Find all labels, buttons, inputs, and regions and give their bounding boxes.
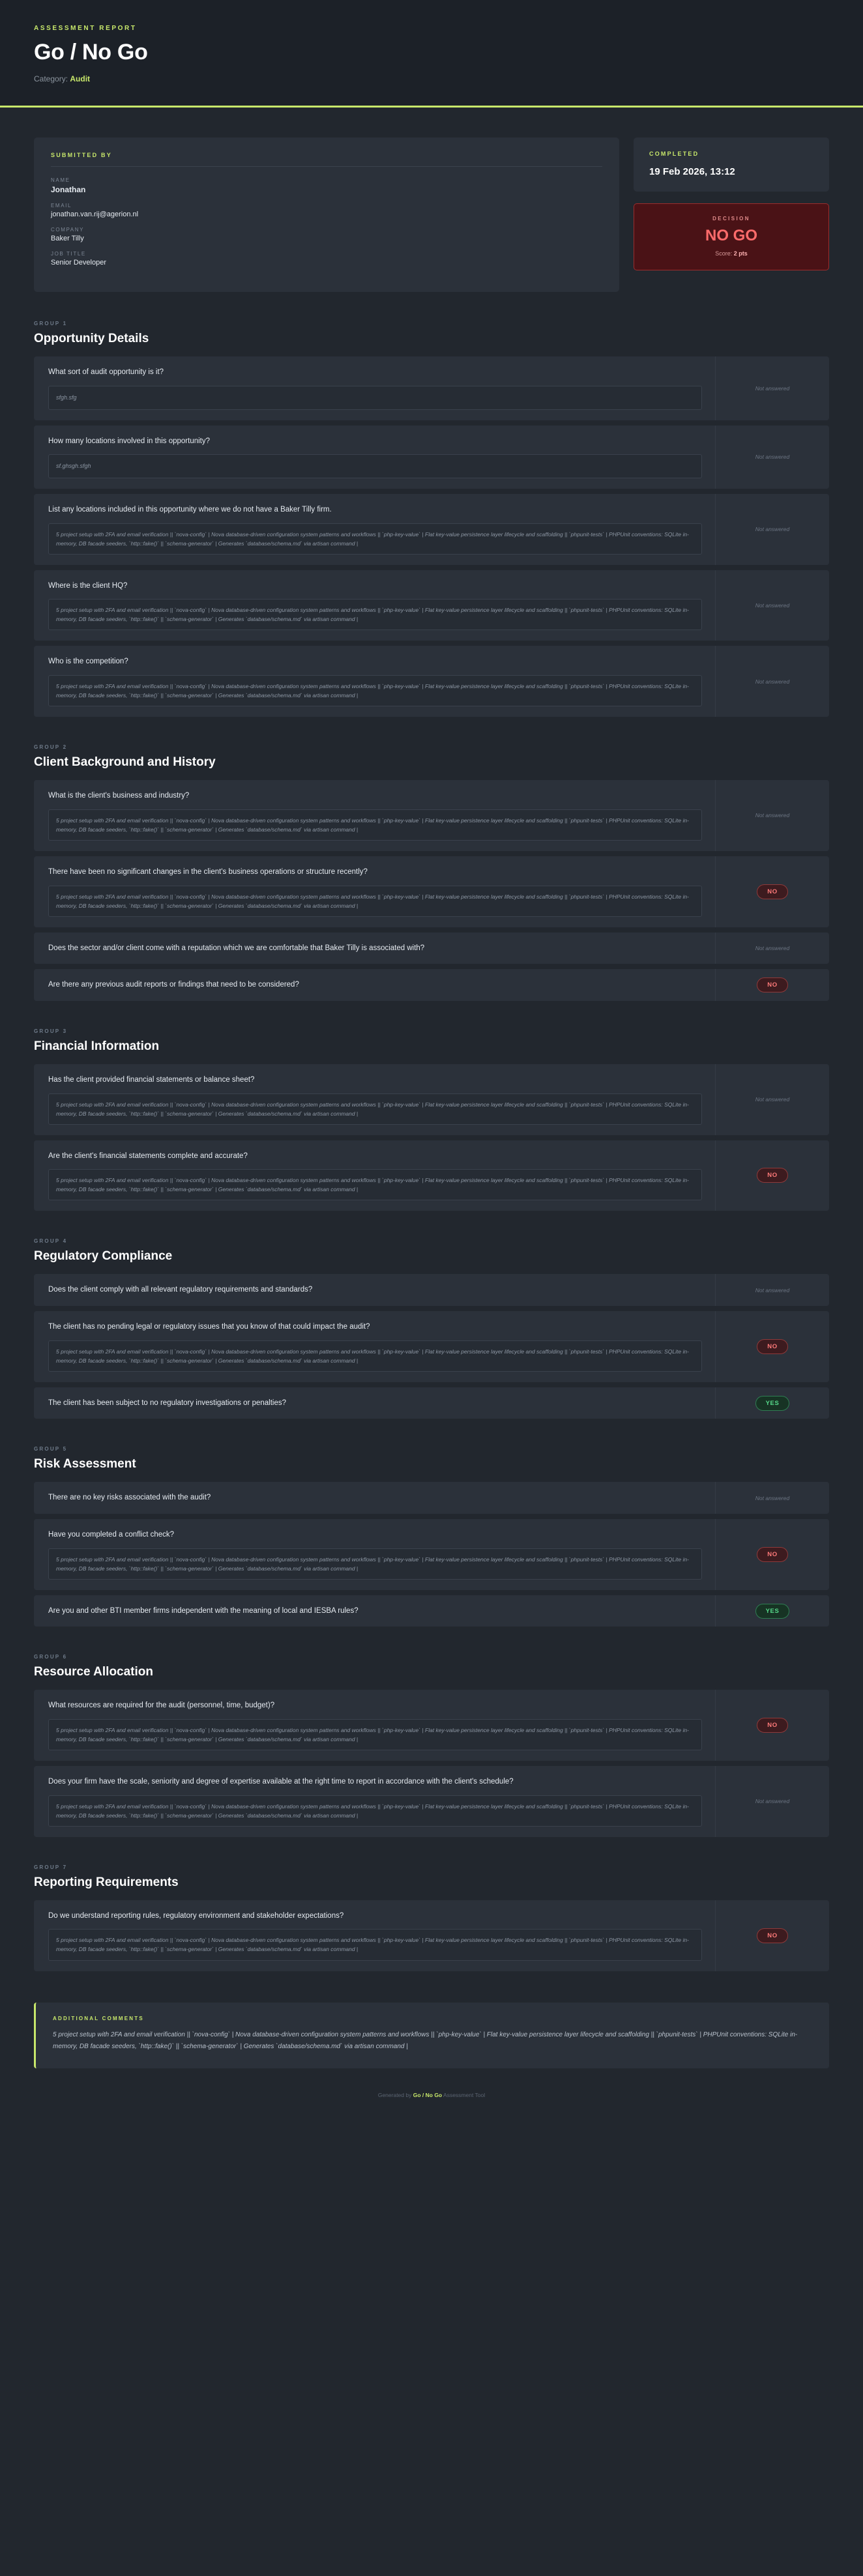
not-answered-label: Not answered	[755, 454, 790, 461]
report-footer	[0, 2068, 863, 2120]
question-body	[34, 356, 715, 420]
group-title: Regulatory Compliance	[34, 1249, 173, 1264]
question-card	[34, 1519, 829, 1590]
status-badge: NO	[757, 1718, 787, 1733]
question-body	[34, 933, 715, 964]
question-card	[34, 1311, 829, 1382]
field-label: NAME	[51, 177, 70, 183]
question-text: What is the client's business and industry?	[48, 792, 190, 800]
question-body	[34, 780, 715, 851]
question-card	[34, 969, 829, 1001]
not-answered-label: Not answered	[755, 1286, 790, 1294]
answer-status-cell	[715, 1274, 829, 1306]
question-text: What sort of audit opportunity is it?	[48, 368, 164, 376]
group-title: Risk Assessment	[34, 1457, 136, 1471]
not-answered-label: Not answered	[755, 602, 790, 609]
question-text: Have you completed a conflict check?	[48, 1531, 175, 1539]
answer-text: 5 project setup with 2FA and email verification || `nova-config` | Nova database-driven configuration system patterns and workflows || `php-key-value` | Flat key-value persistence layer lifecycle and scaffolding || `phpunit-tests` | PHPUnit conventions: SQLite in-memory, DB facade seeders, `http::fake()` || `schema-generator` | Generates `database/schema.md` via artisan command |	[48, 599, 702, 630]
question-text: There are no key risks associated with the audit?	[48, 1494, 211, 1502]
question-group	[0, 1424, 863, 1627]
question-text: Does the client comply with all relevant regulatory requirements and standards?	[48, 1286, 313, 1294]
question-text: The client has no pending legal or regulatory issues that you know of that could impact the audit?	[48, 1322, 370, 1331]
question-card	[34, 1690, 829, 1761]
answer-status-cell	[715, 856, 829, 927]
question-text: Are you and other BTI member firms independent with the meaning of local and IESBA rules?	[48, 1606, 358, 1615]
field-email	[51, 203, 602, 218]
answer-text: 5 project setup with 2FA and email verification || `nova-config` | Nova database-driven configuration system patterns and workflows || `php-key-value` | Flat key-value persistence layer lifecycle and scaffolding || `phpunit-tests` | PHPUnit conventions: SQLite in-memory, DB facade seeders, `http::fake()` || `schema-generator` | Generates `database/schema.md` via artisan command |	[48, 1929, 702, 1960]
status-badge: NO	[757, 1168, 787, 1183]
field-name	[51, 177, 602, 194]
question-body	[34, 1482, 715, 1514]
question-text: How many locations involved in this opportunity?	[48, 437, 211, 445]
question-card	[34, 494, 829, 565]
question-body	[34, 426, 715, 489]
status-badge: NO	[757, 1928, 787, 1943]
answer-status-cell	[715, 933, 829, 964]
answer-text: 5 project setup with 2FA and email verification || `nova-config` | Nova database-driven configuration system patterns and workflows || `php-key-value` | Flat key-value persistence layer lifecycle and scaffolding || `phpunit-tests` | PHPUnit conventions: SQLite in-memory, DB facade seeders, `http::fake()` || `schema-generator` | Generates `database/schema.md` via artisan command |	[48, 675, 702, 706]
question-card	[34, 933, 829, 964]
answer-status-cell	[715, 426, 829, 489]
report-header	[0, 0, 863, 108]
status-badge: NO	[757, 1339, 787, 1354]
answer-text: 5 project setup with 2FA and email verification || `nova-config` | Nova database-driven configuration system patterns and workflows || `php-key-value` | Flat key-value persistence layer lifecycle and scaffolding || `phpunit-tests` | PHPUnit conventions: SQLite in-memory, DB facade seeders, `http::fake()` || `schema-generator` | Generates `database/schema.md` via artisan command |	[48, 1340, 702, 1372]
answer-status-cell	[715, 780, 829, 851]
status-badge: YES	[755, 1396, 790, 1411]
answer-status-cell	[715, 969, 829, 1001]
group-eyebrow: GROUP 6	[34, 1654, 68, 1660]
question-text: Has the client provided financial statements or balance sheet?	[48, 1075, 255, 1084]
group-eyebrow: GROUP 1	[34, 321, 68, 326]
group-eyebrow: GROUP 2	[34, 744, 68, 751]
question-group	[0, 1842, 863, 1971]
meta-right-column	[634, 137, 829, 270]
answer-status-cell	[715, 1482, 829, 1514]
category-value: Audit	[70, 74, 91, 83]
question-body	[34, 856, 715, 927]
question-card	[34, 1482, 829, 1514]
comments-card	[34, 2003, 829, 2068]
question-body	[34, 1064, 715, 1135]
not-answered-label: Not answered	[755, 944, 790, 951]
field-job-title	[51, 251, 602, 267]
question-text: Where is the client HQ?	[48, 581, 128, 590]
question-group	[0, 722, 863, 1001]
question-text: What resources are required for the audit (personnel, time, budget)?	[48, 1701, 275, 1710]
decision-card	[634, 203, 829, 270]
group-title: Opportunity Details	[34, 332, 149, 345]
answer-status-cell	[715, 570, 829, 641]
question-text: There have been no significant changes in the client's business operations or structure recently?	[48, 867, 368, 876]
footer-brand: Go / No Go	[413, 2091, 443, 2098]
field-label: JOB TITLE	[51, 251, 86, 257]
answer-text: 5 project setup with 2FA and email verification || `nova-config` | Nova database-driven configuration system patterns and workflows || `php-key-value` | Flat key-value persistence layer lifecycle and scaffolding || `phpunit-tests` | PHPUnit conventions: SQLite in-memory, DB facade seeders, `http::fake()` || `schema-generator` | Generates `database/schema.md` via artisan command |	[48, 809, 702, 841]
submitted-by-card	[34, 137, 619, 292]
answer-text: 5 project setup with 2FA and email verification || `nova-config` | Nova database-driven configuration system patterns and workflows || `php-key-value` | Flat key-value persistence layer lifecycle and scaffolding || `phpunit-tests` | PHPUnit conventions: SQLite in-memory, DB facade seeders, `http::fake()` || `schema-generator` | Generates `database/schema.md` via artisan command |	[48, 1795, 702, 1827]
question-card	[34, 1595, 829, 1627]
field-value: Senior Developer	[51, 259, 106, 267]
question-text: Do we understand reporting rules, regulatory environment and stakeholder expectations?	[48, 1911, 344, 1920]
question-body	[34, 1311, 715, 1382]
answer-status-cell	[715, 646, 829, 717]
question-card	[34, 780, 829, 851]
decision-label: DECISION	[712, 216, 750, 222]
footer-prefix: Generated by	[377, 2091, 412, 2098]
answer-status-cell	[715, 1519, 829, 1590]
question-card	[34, 426, 829, 489]
answer-text: sf.ghsgh.sfgh	[48, 454, 702, 478]
question-text: The client has been subject to no regulatory investigations or penalties?	[48, 1398, 287, 1407]
answer-text: 5 project setup with 2FA and email verification || `nova-config` | Nova database-driven configuration system patterns and workflows || `php-key-value` | Flat key-value persistence layer lifecycle and scaffolding || `phpunit-tests` | PHPUnit conventions: SQLite in-memory, DB facade seeders, `http::fake()` || `schema-generator` | Generates `database/schema.md` via artisan command |	[48, 523, 702, 555]
footer-suffix: Assessment Tool	[443, 2091, 486, 2098]
question-body	[34, 1690, 715, 1761]
question-group	[0, 298, 863, 717]
question-card	[34, 1064, 829, 1135]
completed-title: COMPLETED	[649, 151, 699, 157]
page-title: Go / No Go	[34, 40, 148, 65]
question-card	[34, 646, 829, 717]
question-body	[34, 494, 715, 565]
category-label: Category:	[34, 74, 68, 83]
question-text: List any locations included in this opportunity where we do not have a Baker Tilly firm.	[48, 506, 332, 514]
question-text: Who is the competition?	[48, 658, 128, 666]
group-eyebrow: GROUP 4	[34, 1238, 68, 1245]
question-group	[0, 1006, 863, 1211]
category-line	[34, 74, 829, 83]
answer-status-cell	[715, 1766, 829, 1837]
decision-score	[647, 250, 815, 257]
question-body	[34, 570, 715, 641]
question-body	[34, 1140, 715, 1211]
field-company	[51, 227, 602, 242]
submitted-by-title: SUBMITTED BY	[51, 152, 602, 167]
question-body	[34, 1274, 715, 1306]
question-card	[34, 1274, 829, 1306]
question-card	[34, 1766, 829, 1837]
answer-text: sfgh.sfg	[48, 386, 702, 410]
question-text: Does the sector and/or client come with a reputation which we are comfortable that Baker Tilly is associated with?	[48, 944, 425, 952]
field-value: jonathan.van.rij@agerion.nl	[51, 210, 139, 218]
status-badge: NO	[757, 884, 787, 899]
group-title: Reporting Requirements	[34, 1875, 179, 1889]
answer-status-cell	[715, 1595, 829, 1627]
not-answered-label: Not answered	[755, 1798, 790, 1805]
comments-title: ADDITIONAL COMMENTS	[53, 2015, 144, 2021]
answer-text: 5 project setup with 2FA and email verification || `nova-config` | Nova database-driven configuration system patterns and workflows || `php-key-value` | Flat key-value persistence layer lifecycle and scaffolding || `phpunit-tests` | PHPUnit conventions: SQLite in-memory, DB facade seeders, `http::fake()` || `schema-generator` | Generates `database/schema.md` via artisan command |	[48, 1548, 702, 1580]
answer-status-cell	[715, 356, 829, 420]
question-card	[34, 1900, 829, 1971]
group-title: Client Background and History	[34, 755, 216, 770]
answer-text: 5 project setup with 2FA and email verification || `nova-config` | Nova database-driven configuration system patterns and workflows || `php-key-value` | Flat key-value persistence layer lifecycle and scaffolding || `phpunit-tests` | PHPUnit conventions: SQLite in-memory, DB facade seeders, `http::fake()` || `schema-generator` | Generates `database/schema.md` via artisan command |	[48, 886, 702, 917]
not-answered-label: Not answered	[755, 384, 790, 392]
not-answered-label: Not answered	[755, 678, 790, 685]
question-body	[34, 1595, 715, 1627]
answer-status-cell	[715, 1690, 829, 1761]
question-body	[34, 646, 715, 717]
question-text: Does your firm have the scale, seniority and degree of expertise available at the right time to report in accordance with the client's schedule?	[48, 1778, 514, 1786]
question-body	[34, 1900, 715, 1971]
question-body	[34, 1766, 715, 1837]
question-text: Are the client's financial statements complete and accurate?	[48, 1151, 248, 1160]
group-title: Resource Allocation	[34, 1665, 154, 1679]
score-label: Score:	[715, 250, 733, 257]
comments-section	[0, 1976, 863, 2068]
question-body	[34, 1387, 715, 1419]
meta-band	[0, 108, 863, 298]
question-body	[34, 1519, 715, 1590]
answer-status-cell	[715, 1064, 829, 1135]
answer-status-cell	[715, 1387, 829, 1419]
field-value: Jonathan	[51, 185, 86, 194]
answer-status-cell	[715, 1900, 829, 1971]
groups-container	[0, 298, 863, 1971]
status-badge: NO	[757, 977, 787, 992]
question-card	[34, 356, 829, 420]
group-eyebrow: GROUP 7	[34, 1864, 68, 1870]
score-value: 2 pts	[733, 250, 748, 257]
question-text: Are there any previous audit reports or findings that need to be considered?	[48, 981, 299, 989]
answer-status-cell	[715, 1311, 829, 1382]
completed-date: 19 Feb 2026, 13:12	[649, 166, 735, 177]
answer-text: 5 project setup with 2FA and email verification || `nova-config` | Nova database-driven configuration system patterns and workflows || `php-key-value` | Flat key-value persistence layer lifecycle and scaffolding || `phpunit-tests` | PHPUnit conventions: SQLite in-memory, DB facade seeders, `http::fake()` || `schema-generator` | Generates `database/schema.md` via artisan command |	[48, 1093, 702, 1125]
answer-text: 5 project setup with 2FA and email verification || `nova-config` | Nova database-driven configuration system patterns and workflows || `php-key-value` | Flat key-value persistence layer lifecycle and scaffolding || `phpunit-tests` | PHPUnit conventions: SQLite in-memory, DB facade seeders, `http::fake()` || `schema-generator` | Generates `database/schema.md` via artisan command |	[48, 1719, 702, 1750]
status-badge: YES	[755, 1604, 790, 1619]
not-answered-label: Not answered	[755, 526, 790, 533]
question-group	[0, 1216, 863, 1419]
field-label: COMPANY	[51, 227, 85, 233]
group-eyebrow: GROUP 5	[34, 1446, 68, 1453]
answer-text: 5 project setup with 2FA and email verification || `nova-config` | Nova database-driven configuration system patterns and workflows || `php-key-value` | Flat key-value persistence layer lifecycle and scaffolding || `phpunit-tests` | PHPUnit conventions: SQLite in-memory, DB facade seeders, `http::fake()` || `schema-generator` | Generates `database/schema.md` via artisan command |	[48, 1169, 702, 1200]
answer-status-cell	[715, 494, 829, 565]
question-card	[34, 1140, 829, 1211]
question-group	[0, 1632, 863, 1836]
decision-value: NO GO	[705, 227, 757, 244]
not-answered-label: Not answered	[755, 1494, 790, 1501]
field-label: EMAIL	[51, 203, 72, 209]
completed-card	[634, 137, 829, 192]
group-title: Financial Information	[34, 1039, 160, 1053]
comments-text: 5 project setup with 2FA and email verification || `nova-config` | Nova database-driven configuration system patterns and workflows || `php-key-value` | Flat key-value persistence layer lifecycle and scaffolding || `phpunit-tests` | PHPUnit conventions: SQLite in-memory, DB facade seeders, `http::fake()` || `schema-generator` | Generates `database/schema.md` via artisan command |	[53, 2031, 798, 2050]
not-answered-label: Not answered	[755, 1096, 790, 1103]
question-card	[34, 1387, 829, 1419]
group-eyebrow: GROUP 3	[34, 1028, 68, 1034]
status-badge: NO	[757, 1547, 787, 1562]
report-eyebrow: ASSESSMENT REPORT	[34, 25, 137, 32]
field-value: Baker Tilly	[51, 235, 84, 242]
not-answered-label: Not answered	[755, 812, 790, 819]
answer-status-cell	[715, 1140, 829, 1211]
question-body	[34, 969, 715, 1001]
question-card	[34, 570, 829, 641]
question-card	[34, 856, 829, 927]
